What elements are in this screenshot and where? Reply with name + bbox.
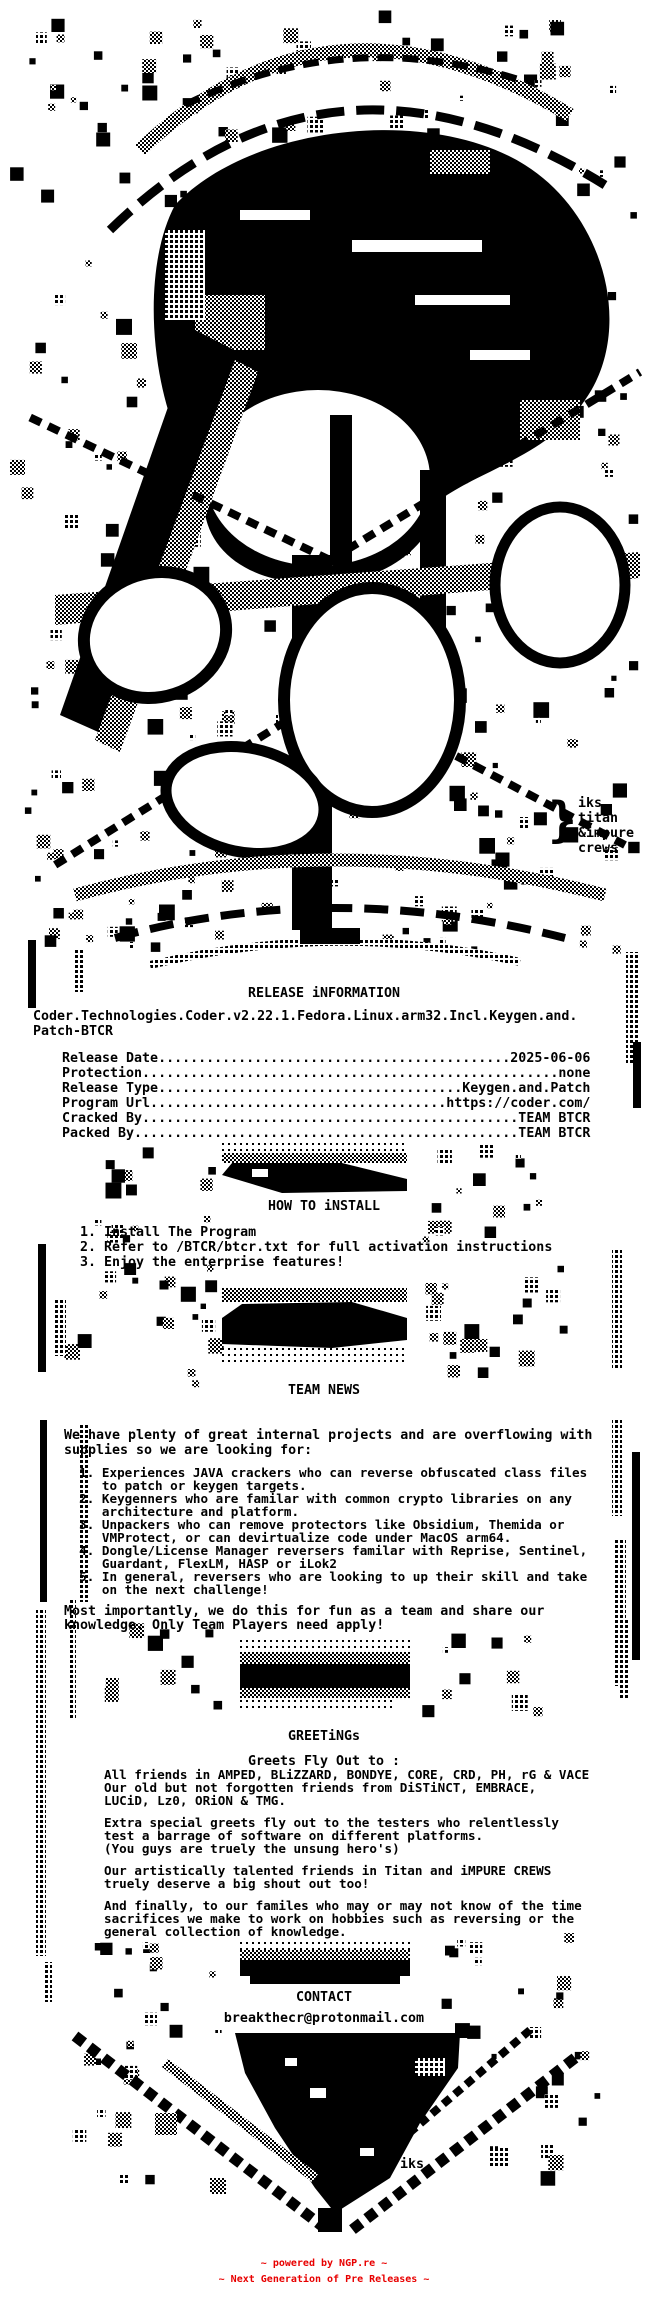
release-field-line: Release Date............................................2025-06-06 [62, 1051, 591, 1066]
wanted-line: Guardant, FlexLM, HASP or iLok2 [64, 1556, 337, 1571]
team-news-intro-line: We have plenty of great internal projects and are overflowing with [64, 1428, 593, 1443]
down-arrow-art [75, 2030, 575, 2233]
art-credit-line: crews [578, 841, 619, 856]
greeting-line: Our artistically talented friends in Titan and iMPURE CREWS [104, 1863, 552, 1878]
greeting-line: truely deserve a big shout out too! [104, 1876, 370, 1891]
team-news-intro-line: supplies so we are looking for: [64, 1443, 313, 1458]
release-field-line: Program Url.....................................https://coder.com/ [62, 1096, 591, 1111]
install-step: 2. Refer to /BTCR/btcr.txt for full activation instructions [80, 1240, 553, 1255]
release-field-line: Release Type......................................Keygen.and.Patch [62, 1081, 591, 1096]
greeting-line: test a barrage of software on different platforms. [104, 1828, 484, 1843]
artist-signature: iks [400, 2157, 425, 2172]
wanted-line: 5. In general, reversers who are looking to up their skill and take [64, 1569, 588, 1584]
art-credit-line: iks [578, 796, 603, 811]
release-field-line: Protection....................................................none [62, 1066, 591, 1081]
wanted-line: on the next challenge! [64, 1582, 269, 1597]
greets-fly-out-line: Greets Fly Out to : [247, 1754, 401, 1769]
wanted-line: to patch or keygen targets. [64, 1478, 307, 1493]
art-credit-line: titan [578, 811, 619, 826]
greeting-line: sacrifices we make to work on hobbies such as reversing or the [104, 1911, 575, 1926]
greeting-line: Extra special greets fly out to the testers who relentlessly [104, 1815, 559, 1830]
greeting-line: general collection of knowledge. [104, 1924, 347, 1939]
contact-email: breakthecr@protonmail.com [223, 2011, 425, 2026]
greeting-line: (You guys are truely the unsung hero's) [104, 1841, 400, 1856]
release-information-heading: RELEASE iNFORMATION [247, 986, 401, 1001]
greetings-heading: GREETiNGs [287, 1729, 361, 1744]
contact-heading: CONTACT [295, 1990, 353, 2005]
greeting-line: Our old but not forgotten friends from DiSTiNCT, EMBRACE, [104, 1780, 537, 1795]
team-news-heading: TEAM NEWS [287, 1383, 361, 1398]
wanted-line: VMProtect, or can devirtualize code under MacOS arm64. [64, 1530, 512, 1545]
greeting-line: And finally, to our familes who may or may not know of the time [104, 1898, 582, 1913]
release-name-line: Patch-BTCR [33, 1024, 114, 1039]
separator-art-1 [222, 1143, 407, 1193]
separator-art-3 [240, 1640, 410, 1710]
greeting-line: LUCiD, Lz0, ORiON & TMG. [104, 1793, 286, 1808]
footer-powered-by: ~ powered by NGP.re ~ [260, 2258, 388, 2269]
release-name-line: Coder.Technologies.Coder.v2.22.1.Fedora.Linux.arm32.Incl.Keygen.and. [33, 1009, 578, 1024]
team-news-outro-line: Most importantly, we do this for fun as a team and share our [64, 1604, 545, 1619]
separator-art-2 [222, 1288, 407, 1362]
install-step: 3. Enjoy the enterprise features! [80, 1255, 345, 1270]
how-to-install-heading: HOW TO iNSTALL [267, 1199, 381, 1214]
art-credit-bracket: } [548, 792, 577, 848]
wanted-line: architecture and platform. [64, 1504, 300, 1519]
wanted-line: 3. Unpackers who can remove protectors like Obsidium, Themida or [64, 1517, 565, 1532]
separator-art-4 [240, 1942, 410, 1984]
team-news-outro-line: knowledge. Only Team Players need apply! [64, 1618, 385, 1633]
wanted-line: 4. Dongle/License Manager reversers familar with Reprise, Sentinel, [64, 1543, 588, 1558]
install-step: 1. Install The Program [80, 1225, 257, 1240]
wanted-line: 2. Keygenners who are familar with common crypto libraries on any [64, 1491, 572, 1506]
release-field-line: Cracked By...............................................TEAM BTCR [62, 1111, 591, 1126]
art-credit-line: &impure [578, 826, 635, 841]
footer-tagline: ~ Next Generation of Pre Releases ~ [218, 2274, 430, 2285]
greeting-line: All friends in AMPED, BLiZZARD, BONDYE, CORE, CRD, PH, rG & VACE [104, 1767, 590, 1782]
release-field-line: Packed By................................................TEAM BTCR [62, 1126, 591, 1141]
wanted-line: 1. Experiences JAVA crackers who can reverse obfuscated class files [64, 1465, 588, 1480]
